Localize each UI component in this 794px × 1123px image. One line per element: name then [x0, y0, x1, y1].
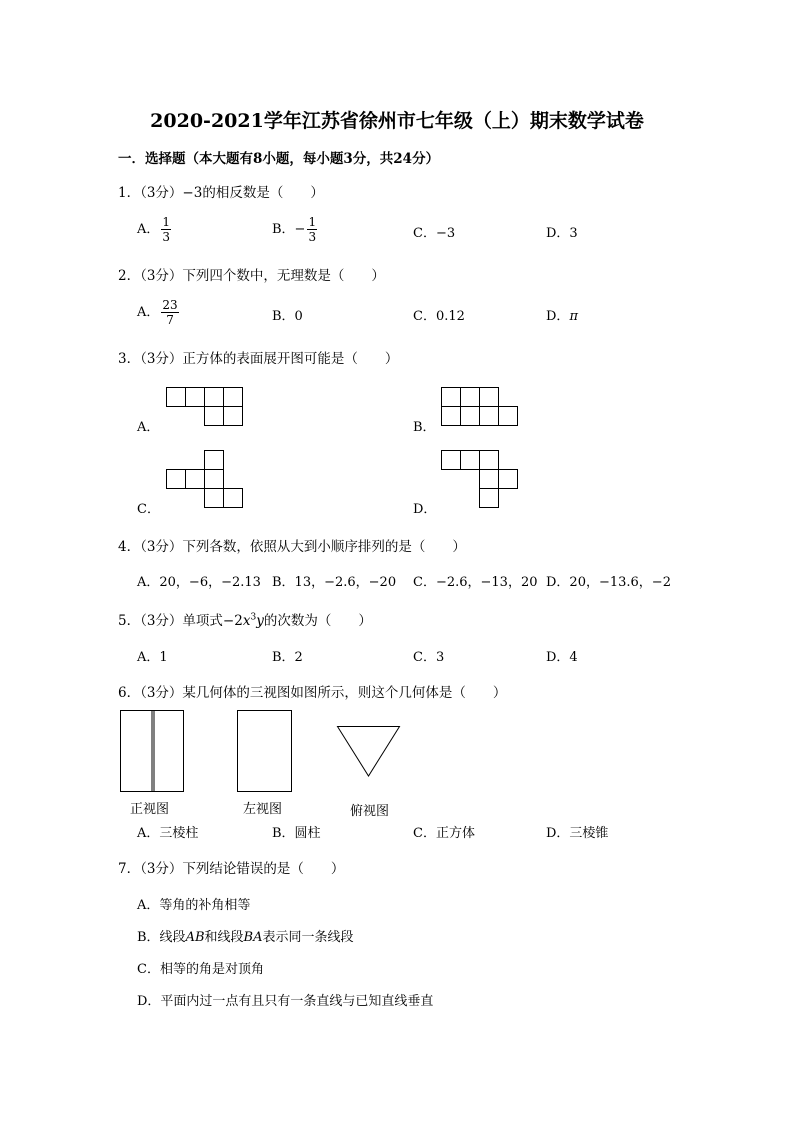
front-view-caption: 正视图 — [130, 802, 170, 817]
q3-option-b-label: B． — [413, 420, 436, 435]
q1-option-d: D．3 — [546, 226, 578, 241]
q7-option-b-mid: 和线段 — [204, 930, 244, 945]
q1-option-a-label: A． — [137, 222, 160, 237]
q3-net-b — [441, 387, 519, 427]
q7-option-d: D．平面内过一点有且只有一条直线与已知直线垂直 — [137, 994, 434, 1009]
q7-option-b — [137, 926, 354, 945]
q7-option-a: A．等角的补角相等 — [137, 898, 251, 913]
exponent: 3 — [250, 612, 257, 623]
denominator: 7 — [166, 313, 174, 327]
q4-option-a: A．20，−6，−2.13 — [137, 575, 261, 590]
q3-net-d — [441, 450, 519, 509]
top-view-figure — [337, 726, 401, 778]
q1-option-a — [137, 215, 173, 244]
q1-option-b — [272, 215, 319, 244]
page-title: 2020-2021学年江苏省徐州市七年级（上）期末数学试卷 — [150, 110, 644, 132]
left-view-figure — [237, 710, 293, 793]
variable-y: y — [256, 613, 264, 629]
q5-stem-pre: 5．（3分）单项式−2 — [118, 613, 243, 629]
question-3-stem: 3．（3分）正方体的表面展开图可能是（ ） — [118, 351, 399, 367]
q7-option-b-pre: B．线段 — [137, 930, 186, 945]
q2-option-d — [546, 305, 578, 324]
pi-symbol: π — [569, 309, 578, 324]
question-7-stem: 7．（3分）下列结论错误的是（ ） — [118, 861, 345, 877]
q4-option-c: C．−2.6，−13，20 — [413, 575, 538, 590]
q4-option-b: B．13，−2.6，−20 — [272, 575, 397, 590]
q3-option-c-label: C． — [137, 502, 160, 517]
q2-option-a-fraction — [161, 298, 178, 327]
question-6-stem: 6．（3分）某几何体的三视图如图所示，则这个几何体是（ ） — [118, 685, 507, 701]
question-5-stem — [118, 609, 372, 629]
q2-option-a — [137, 298, 181, 327]
q7-option-c: C．相等的角是对顶角 — [137, 962, 264, 977]
variable-x: x — [242, 613, 251, 629]
denominator: 3 — [308, 230, 317, 244]
segment-ab: AB — [185, 930, 205, 945]
question-2-stem: 2．（3分）下列四个数中，无理数是（ ） — [118, 268, 385, 284]
question-4-stem: 4．（3分）下列各数，依照从大到小顺序排列的是（ ） — [118, 539, 466, 555]
top-view-caption: 俯视图 — [350, 804, 390, 819]
q6-option-d: D．三棱锥 — [546, 826, 609, 841]
question-1-stem: 1．（3分）−3的相反数是（ ） — [118, 185, 324, 201]
segment-ba: BA — [243, 930, 263, 945]
q6-option-c: C．正方体 — [413, 826, 475, 841]
q5-option-b: B．2 — [272, 650, 303, 665]
q2-option-c: C．0.12 — [413, 309, 465, 324]
section-heading: 一．选择题（本大题有8小题，每小题3分，共24分） — [118, 151, 440, 167]
numerator: 23 — [162, 298, 178, 312]
q2-option-b: B．0 — [272, 309, 303, 324]
denominator: 3 — [162, 230, 171, 244]
q5-stem-post: 的次数为（ ） — [263, 613, 372, 629]
q2-option-d-label: D． — [546, 309, 570, 324]
q1-option-b-label: B．− — [272, 222, 306, 237]
q3-net-a — [166, 387, 244, 427]
q5-option-a: A．1 — [137, 650, 168, 665]
q2-option-a-label: A． — [137, 305, 160, 320]
q4-option-d: D．20，−13.6，−2 — [546, 575, 671, 590]
q1-option-b-fraction — [307, 215, 317, 244]
q1-option-a-fraction — [161, 215, 171, 244]
q3-net-c — [166, 450, 244, 509]
q6-option-a: A．三棱柱 — [137, 826, 199, 841]
q3-option-d-label: D． — [413, 502, 437, 517]
numerator: 1 — [162, 215, 171, 229]
q1-option-c: C．−3 — [413, 226, 456, 241]
left-view-caption: 左视图 — [243, 802, 283, 817]
numerator: 1 — [308, 215, 317, 229]
q7-option-b-post: 表示同一条线段 — [262, 930, 354, 945]
q6-option-b: B．圆柱 — [272, 826, 321, 841]
q5-option-c: C．3 — [413, 650, 445, 665]
q3-option-a-label: A． — [137, 420, 160, 435]
front-view-figure — [120, 710, 185, 793]
q5-option-d: D．4 — [546, 650, 578, 665]
